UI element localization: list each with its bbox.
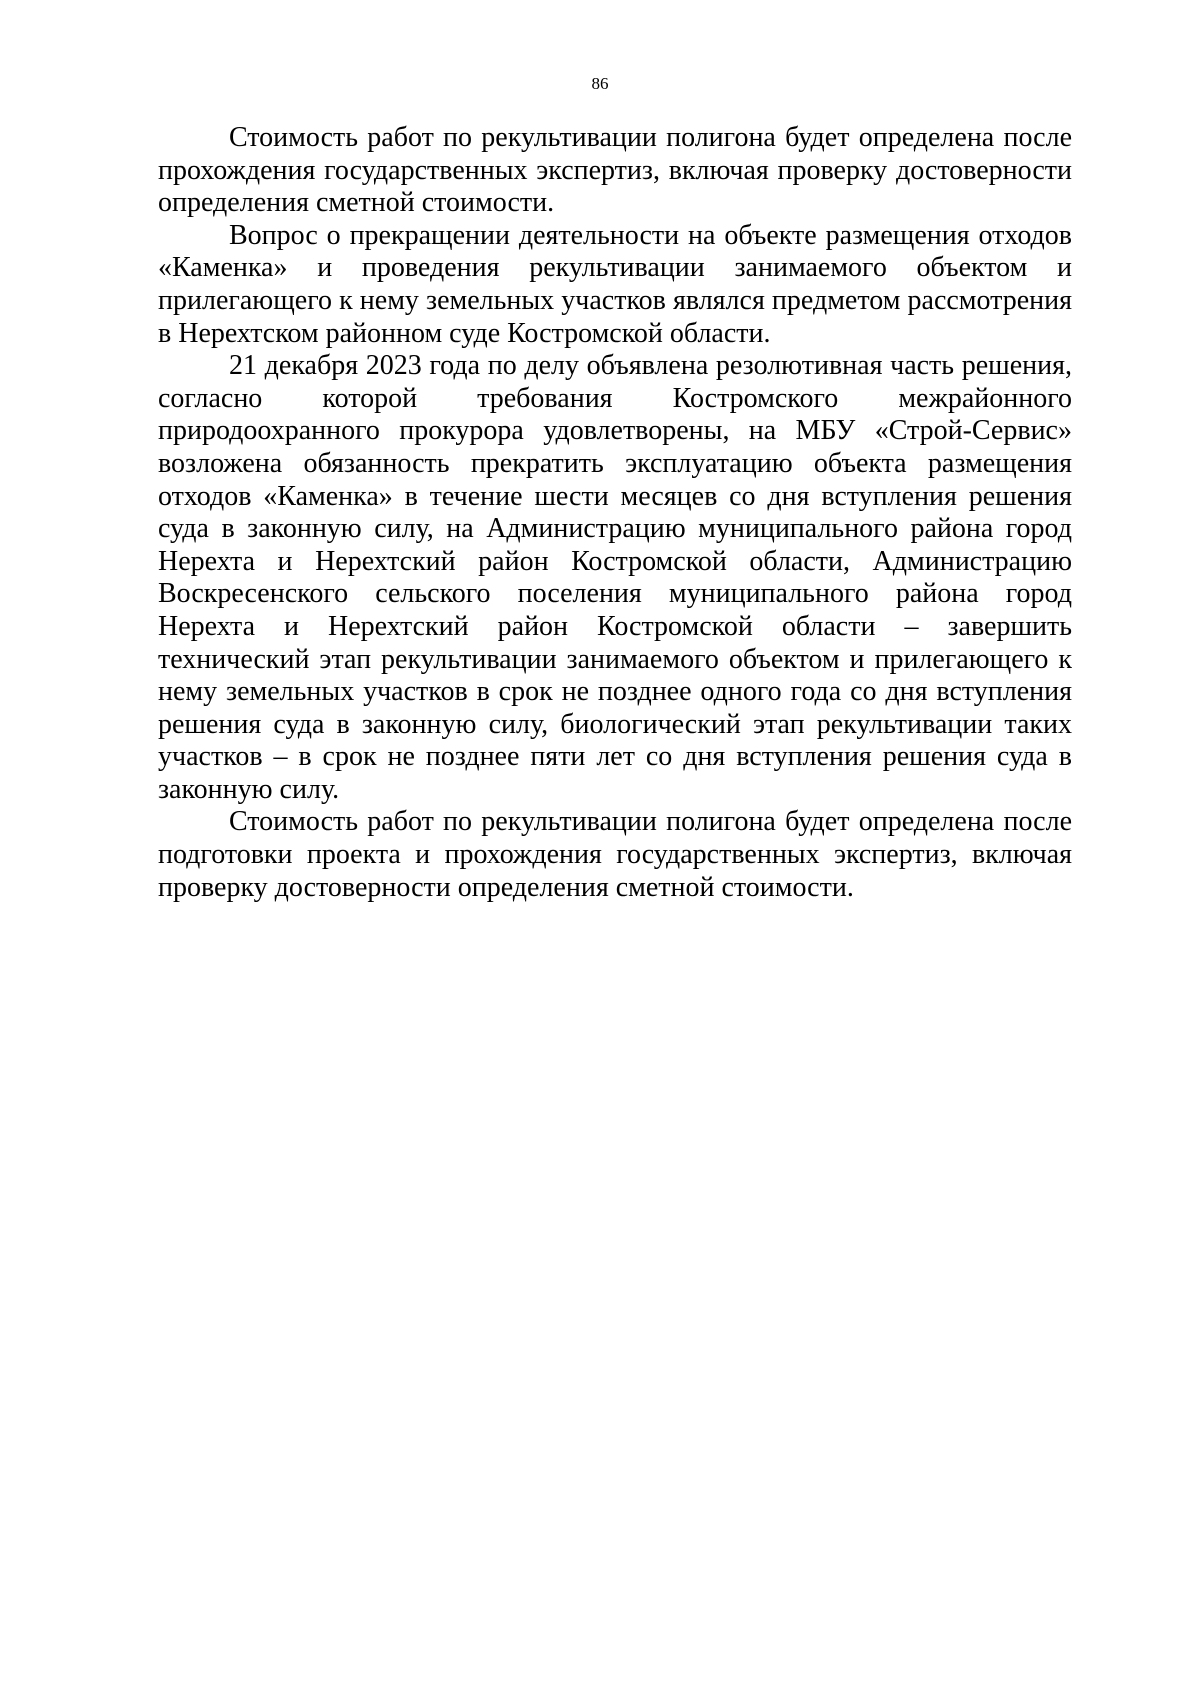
paragraph-cost-after-expertise: Стоимость работ по рекультивации полигона будет определена после прохождения государственных экспертиз, включая проверку достоверности определения сметной стоимости. xyxy=(158,122,1072,219)
paragraph-court-decision: 21 декабря 2023 года по делу объявлена резолютивная часть решения, согласно которой требования Костромского межрайонного природоохранного прокурора удовлетворены, на МБУ «Строй-Сервис» возложена обязанность прекратить эксплуатацию объекта размещения отходов «Каменка» в течение шести месяцев со дня вступления решения суда в законную силу, на Администрацию муниципального района город Нерехта и Нерехтский район Костромской области, Администрацию Воскресенского сельского поселения муниципального района город Нерехта и Нерехтский район Костромской области – завершить технический этап рекультивации занимаемого объектом и прилегающего к нему земельных участков в срок не позднее одного года со дня вступления решения суда в законную силу, биологический этап рекультивации таких участков – в срок не позднее пяти лет со дня вступления решения суда в законную силу. xyxy=(158,350,1072,805)
page-number: 86 xyxy=(591,74,609,93)
document-body xyxy=(158,122,1072,904)
paragraph-court-case: Вопрос о прекращении деятельности на объекте размещения отходов «Каменка» и проведения рекультивации занимаемого объектом и прилегающего к нему земельных участков являлся предметом рассмотрения в Нерехтском районном суде Костромской области. xyxy=(158,219,1072,349)
paragraph-cost-after-project: Стоимость работ по рекультивации полигона будет определена после подготовки проекта и прохождения государственных экспертиз, включая проверку достоверности определения сметной стоимости. xyxy=(158,806,1072,903)
